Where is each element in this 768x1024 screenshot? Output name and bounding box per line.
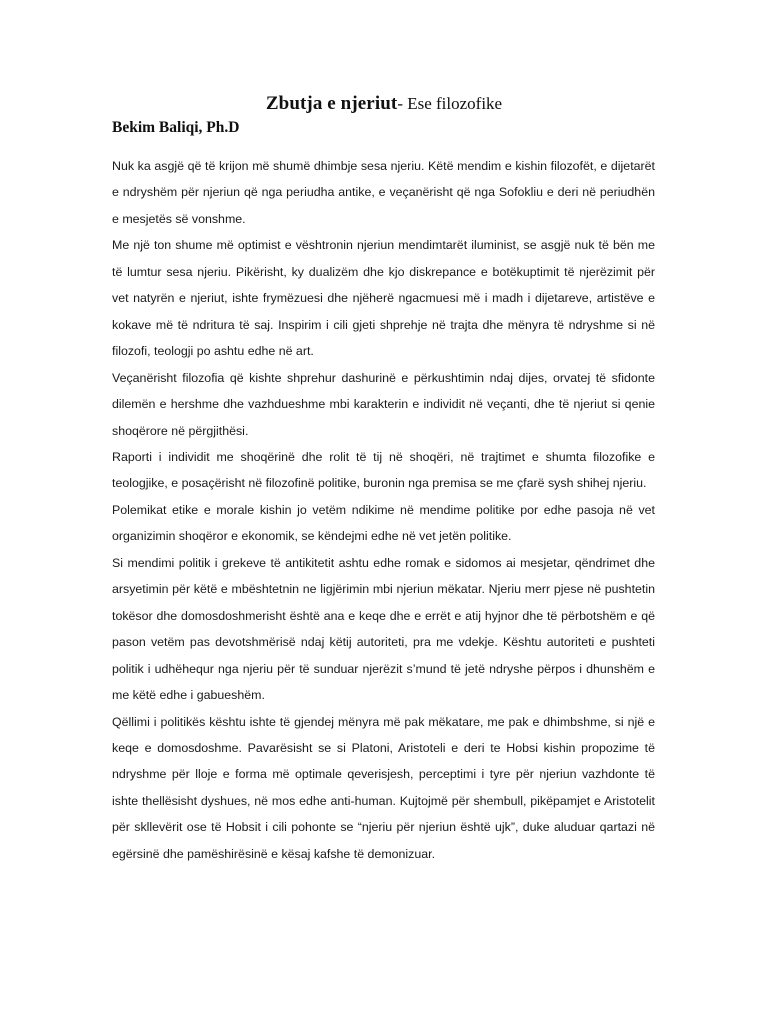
author-name: Bekim Baliqi, Ph.D [112, 119, 240, 136]
paragraph: Me një ton shume më optimist e vështronin njeriun mendimtarët iluminist, se asgjë nuk të bën me të lumtur sesa njeriu. Pikërisht, ky dualizëm dhe kjo diskrepance e botëkuptimit të njerëzimit për vet natyrën e njeriut, ishte frymëzuesi dhe njëherë ngacmuesi më i madh i dijetareve, artistëve e kokave më të ndritura të saj. Inspirim i cili gjeti shprehje në trajta dhe mënyra të ndryshme si në filozofi, teologji po ashtu edhe në art. [112, 238, 655, 359]
paragraph: Si mendimi politik i grekeve të antikitetit ashtu edhe romak e sidomos ai mesjetar, qëndrimet dhe arsyetimin për këtë e mbështetnin ne ligjërimin mbi njeriun mëkatar. Njeriu merr pjese në pushtetin tokësor dhe domosdoshmerisht është ana e keqe dhe e errët e atij hyjnor dhe të përbotshëm e që pason vetëm pas devotshmërisë ndaj këtij autoriteti, pra me vdekje. Kështu autoriteti e pushteti politik i udhëhequr nga njeriu për të sunduar njerëzit s’mund të jetë ndryshe përpos i dhunshëm e me këtë edhe i gabueshëm. [112, 555, 655, 703]
paragraph: Veçanërisht filozofia që kishte shprehur dashurinë e përkushtimin ndaj dijes, orvatej të sfidonte dilemën e hershme dhe vazhdueshme mbi karakterin e individit në veçanti, dhe të njeriut si qenie shoqërore në përgjithësi. [112, 370, 655, 438]
essay-body [112, 153, 655, 867]
paragraph: Qëllimi i politikës kështu ishte të gjendej mënyra më pak mëkatare, me pak e dhimbshme, si një e keqe e domosdoshme. Pavarësisht se si Platoni, Aristoteli e deri te Hobsi kishin propozime të ndryshme për lloje e forma më optimale qeverisjesh, perceptimi i tyre për njeriun vazhdonte të ishte thellësisht dyshues, në mos edhe anti-human. Kujtojmë për shembull, pikëpamjet e Aristotelit për skllevërit ose të Hobsit i cili pohonte se “njeriu për njeriun është ujk”, duke aluduar qartazi në egërsinë dhe pamëshirësinë e kësaj kafshe të demonizuar. [112, 714, 655, 861]
paragraph: Polemikat etike e morale kishin jo vetëm ndikime në mendime politike por edhe pasoja në vet organizimin shoqëror e ekonomik, se këndejmi edhe në vet jetën politike. [112, 502, 655, 544]
title-line [112, 93, 656, 115]
paragraph: Raporti i individit me shoqërinë dhe rolit të tij në shoqëri, në trajtimet e shumta filozofike e teologjike, e posaçërisht në filozofinë politike, buronin nga premisa se me çfarë sysh shihej njeriu. [112, 449, 655, 491]
paragraph: Nuk ka asgjë që të krijon më shumë dhimbje sesa njeriu. Këtë mendim e kishin filozofët, e dijetarët e ndryshëm për njeriun që nga periudha antike, e veçanërisht që nga Sofokliu e deri në periudhën e mesjetës së vonshme. [112, 159, 655, 226]
document-subtitle: - Ese filozofike [397, 94, 503, 113]
document-title: Zbutja e njeriut [265, 93, 398, 114]
